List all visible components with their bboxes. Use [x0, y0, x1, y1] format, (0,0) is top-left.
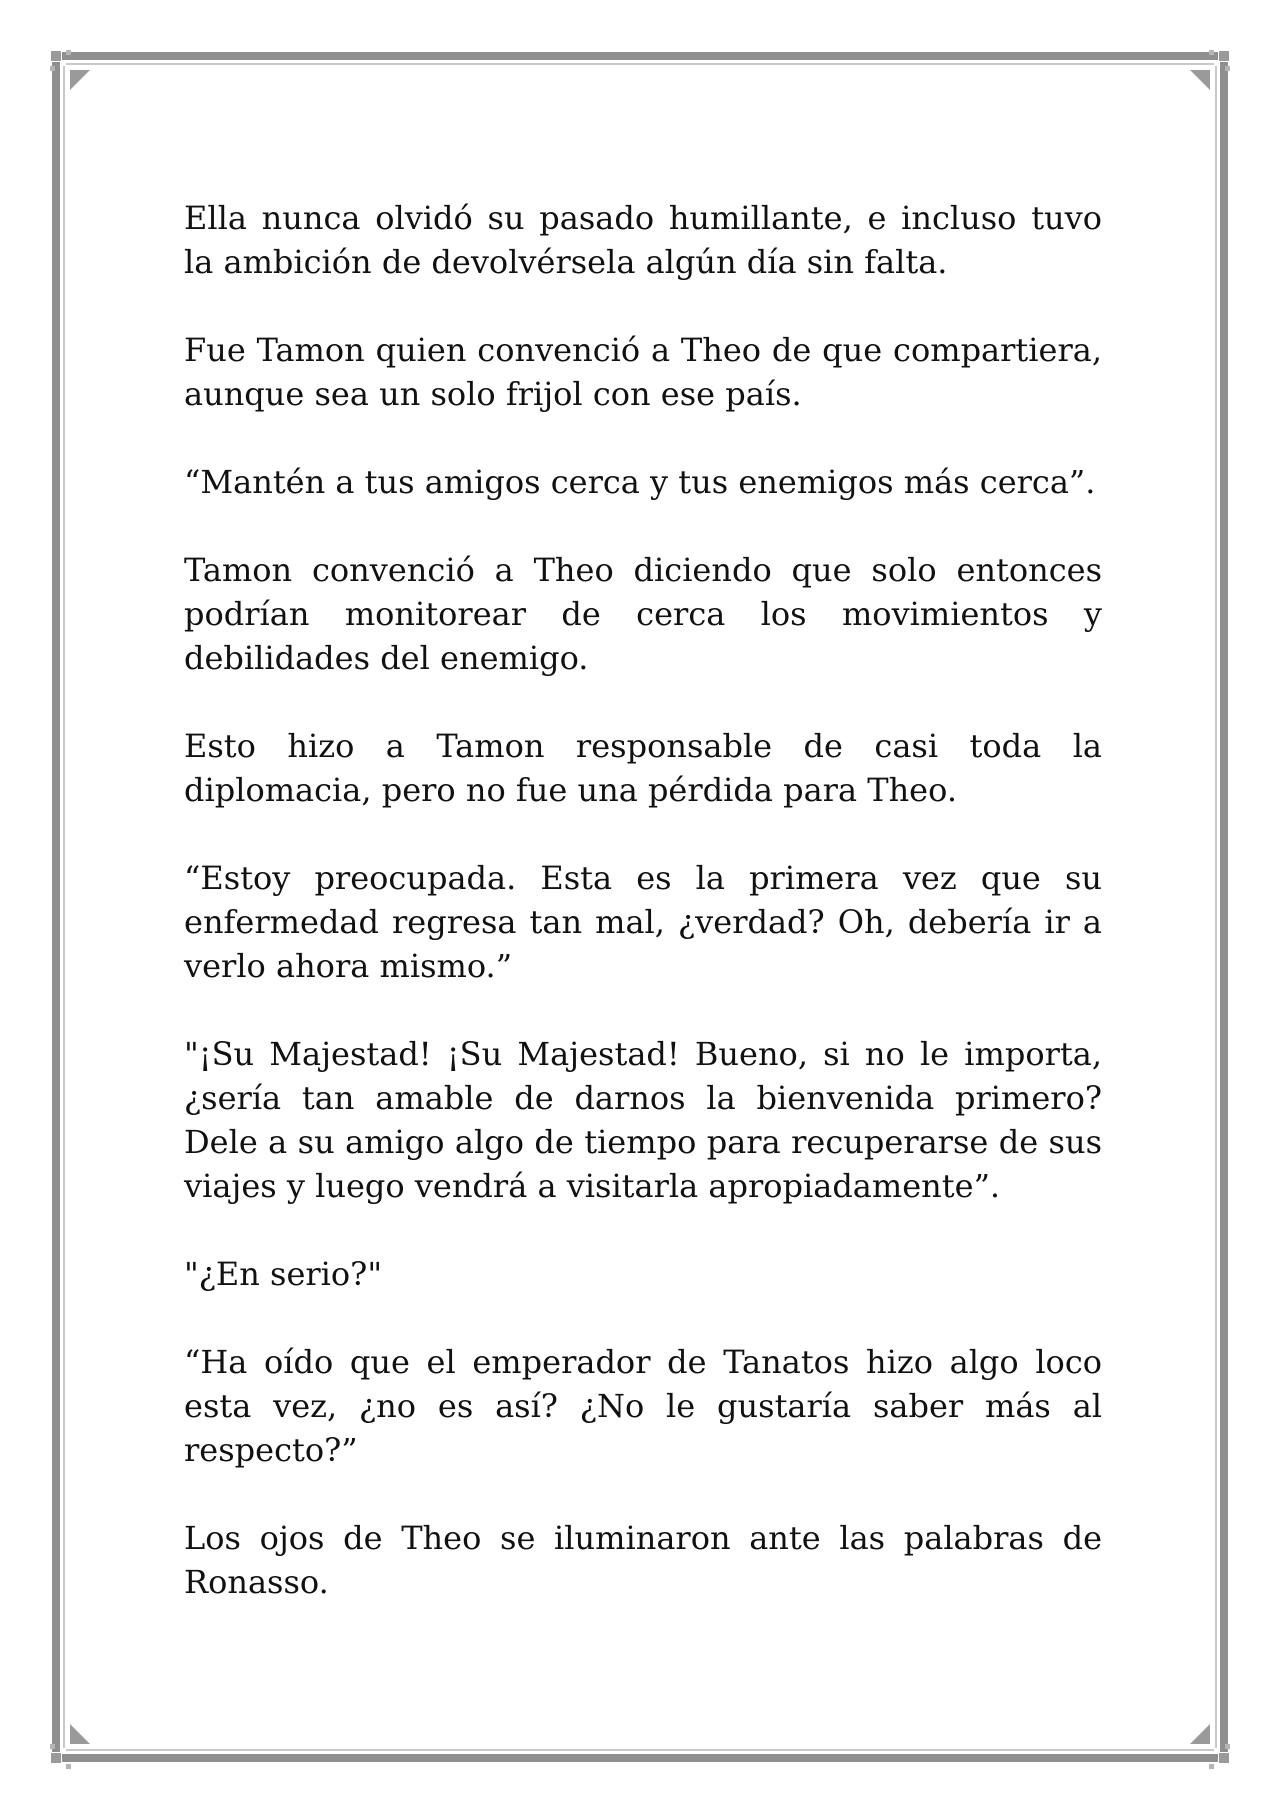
- corner-dot: [66, 1764, 71, 1769]
- corner-dot: [1209, 50, 1214, 55]
- corner-dot: [66, 50, 71, 55]
- corner-triangle-top-left: [70, 70, 90, 90]
- frame-inner-line-left: [63, 66, 65, 1748]
- corner-dot: [1209, 1764, 1214, 1769]
- corner-ornament-bottom-left: [51, 1753, 61, 1763]
- paragraph: Esto hizo a Tamon responsable de casi toda la diplomacia, pero no fue una pérdida para Theo.: [184, 727, 1102, 809]
- corner-ornament-top-left: [51, 51, 61, 61]
- paragraph: "¡Su Majestad! ¡Su Majestad! Bueno, si no le importa, ¿sería tan amable de darnos la bienvenida primero? Dele a su amigo algo de tiempo para recuperarse de sus viajes y luego vendrá a visitarla apropiadamente”.: [184, 1035, 1102, 1205]
- paragraph: “Ha oído que el emperador de Tanatos hizo algo loco esta vez, ¿no es así? ¿No le gustaría saber más al respecto?”: [184, 1343, 1102, 1469]
- corner-triangle-bottom-right: [1190, 1724, 1210, 1744]
- frame-border-left: [52, 62, 60, 1752]
- paragraph: Fue Tamon quien convenció a Theo de que compartiera, aunque sea un solo frijol con ese país.: [184, 331, 1102, 413]
- frame-inner-line-right: [1215, 66, 1217, 1748]
- frame-border-right: [1220, 62, 1228, 1752]
- paragraph: Tamon convenció a Theo diciendo que solo entonces podrían monitorear de cerca los movimientos y debilidades del enemigo.: [184, 551, 1102, 677]
- paragraph: "¿En serio?": [184, 1255, 383, 1293]
- corner-triangle-bottom-left: [70, 1724, 90, 1744]
- paragraph: “Estoy preocupada. Esta es la primera vez que su enfermedad regresa tan mal, ¿verdad? Oh, debería ir a verlo ahora mismo.”: [184, 859, 1102, 985]
- corner-dot: [50, 66, 55, 71]
- frame-border-top: [62, 52, 1218, 60]
- document-body: [184, 196, 1102, 1648]
- corner-dot: [1225, 66, 1230, 71]
- corner-ornament-bottom-right: [1219, 1753, 1229, 1763]
- paragraph: Los ojos de Theo se iluminaron ante las palabras de Ronasso.: [184, 1519, 1102, 1601]
- corner-dot: [50, 1744, 55, 1749]
- frame-border-bottom: [62, 1754, 1218, 1762]
- corner-ornament-top-right: [1219, 51, 1229, 61]
- frame-inner-line-bottom: [66, 1749, 1214, 1751]
- paragraph: Ella nunca olvidó su pasado humillante, e incluso tuvo la ambición de devolvérsela algún día sin falta.: [184, 199, 1102, 281]
- paragraph: “Mantén a tus amigos cerca y tus enemigos más cerca”.: [184, 463, 1096, 501]
- frame-inner-line-top: [66, 63, 1214, 65]
- corner-triangle-top-right: [1190, 70, 1210, 90]
- corner-dot: [1225, 1744, 1230, 1749]
